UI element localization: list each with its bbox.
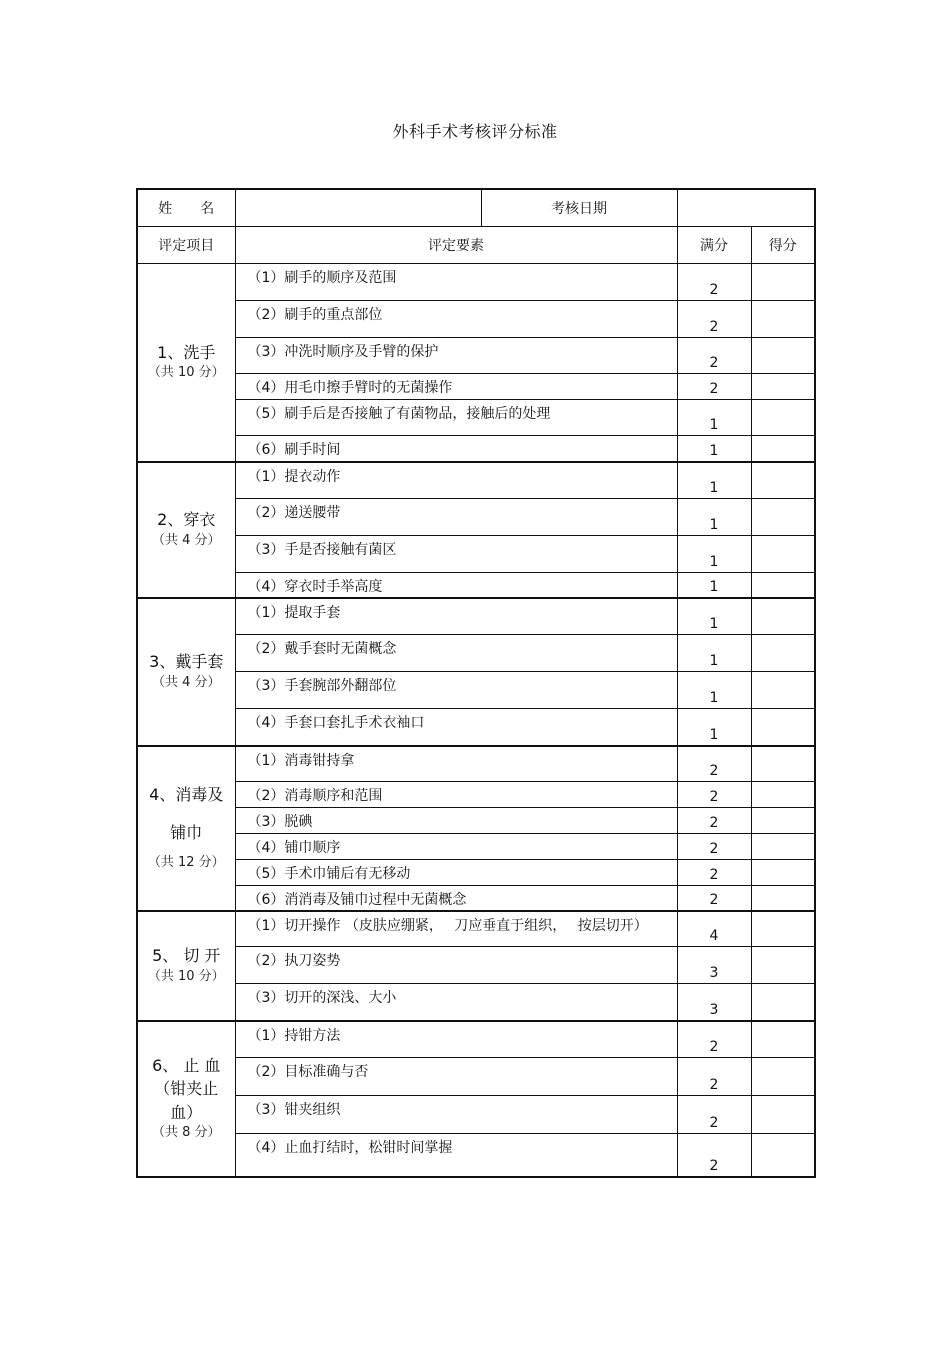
category-cell xyxy=(137,598,235,746)
category-name: （钳夹止 xyxy=(154,1079,219,1099)
full-score-value: 2 xyxy=(677,860,751,886)
obtained-score-field[interactable] xyxy=(751,746,815,782)
category-total: （共 10 分） xyxy=(147,968,225,984)
full-score-value: 2 xyxy=(677,374,751,400)
obtained-score-field[interactable] xyxy=(751,536,815,573)
obtained-score-field[interactable] xyxy=(751,834,815,860)
obtained-score-field[interactable] xyxy=(751,264,815,301)
criterion-text: （2）刷手的重点部位 xyxy=(235,301,677,338)
score-header: 得分 xyxy=(751,227,815,264)
elements-header: 评定要素 xyxy=(235,227,677,264)
criterion-text: （4）穿衣时手举高度 xyxy=(235,573,677,598)
criterion-text: （3）脱碘 xyxy=(235,808,677,834)
full-score-value: 4 xyxy=(677,911,751,947)
full-score-value: 2 xyxy=(677,1021,751,1058)
full-score-value: 2 xyxy=(677,886,751,911)
criterion-text: （2）消毒顺序和范围 xyxy=(235,782,677,808)
criterion-text: （3）手是否接触有菌区 xyxy=(235,536,677,573)
obtained-score-field[interactable] xyxy=(751,499,815,536)
criterion-text: （4）手套口套扎手术衣袖口 xyxy=(235,709,677,746)
full-score-value: 2 xyxy=(677,264,751,301)
obtained-score-field[interactable] xyxy=(751,860,815,886)
criterion-text: （1）消毒钳持拿 xyxy=(235,746,677,782)
criterion-text: （1）提取手套 xyxy=(235,598,677,635)
full-score-value: 3 xyxy=(677,947,751,984)
full-score-value: 1 xyxy=(677,400,751,436)
date-field[interactable] xyxy=(677,189,815,227)
full-score-value: 2 xyxy=(677,746,751,782)
criterion-text: （5）刷手后是否接触了有菌物品，接触后的处理 xyxy=(235,400,677,436)
obtained-score-field[interactable] xyxy=(751,672,815,709)
full-score-value: 2 xyxy=(677,1134,751,1177)
criterion-text: （2）执刀姿势 xyxy=(235,947,677,984)
full-score-value: 2 xyxy=(677,1096,751,1134)
full-score-value: 1 xyxy=(677,598,751,635)
full-score-value: 2 xyxy=(677,834,751,860)
obtained-score-field[interactable] xyxy=(751,573,815,598)
obtained-score-field[interactable] xyxy=(751,598,815,635)
full-score-value: 2 xyxy=(677,301,751,338)
item-header: 评定项目 xyxy=(137,227,235,264)
category-total: （共 4 分） xyxy=(151,532,221,548)
criterion-text: （1）持钳方法 xyxy=(235,1021,677,1058)
obtained-score-field[interactable] xyxy=(751,984,815,1021)
full-score-value: 2 xyxy=(677,1058,751,1096)
full-score-value: 2 xyxy=(677,782,751,808)
category-name: 4、消毒及 xyxy=(149,785,224,805)
obtained-score-field[interactable] xyxy=(751,808,815,834)
criterion-text: （2）目标准确与否 xyxy=(235,1058,677,1096)
obtained-score-field[interactable] xyxy=(751,301,815,338)
category-total: （共 10 分） xyxy=(147,365,225,381)
full-score-value: 1 xyxy=(677,709,751,746)
full-score-value: 1 xyxy=(677,672,751,709)
full-score-value: 1 xyxy=(677,536,751,573)
obtained-score-field[interactable] xyxy=(751,1096,815,1134)
criterion-text: （5）手术巾铺后有无移动 xyxy=(235,860,677,886)
obtained-score-field[interactable] xyxy=(751,1021,815,1058)
full-score-value: 2 xyxy=(677,808,751,834)
obtained-score-field[interactable] xyxy=(751,709,815,746)
criterion-text: （3）切开的深浅、大小 xyxy=(235,984,677,1021)
obtained-score-field[interactable] xyxy=(751,1134,815,1177)
category-cell xyxy=(137,264,235,462)
criterion-text: （6）消消毒及铺巾过程中无菌概念 xyxy=(235,886,677,911)
category-cell xyxy=(137,1021,235,1177)
date-label: 考核日期 xyxy=(481,189,677,227)
obtained-score-field[interactable] xyxy=(751,462,815,499)
category-name: 2、穿衣 xyxy=(157,510,216,530)
name-label: 姓 名 xyxy=(137,189,235,227)
category-cell xyxy=(137,746,235,911)
category-total: （共 12 分） xyxy=(147,854,225,870)
criterion-text: （2）戴手套时无菌概念 xyxy=(235,635,677,672)
category-cell xyxy=(137,462,235,598)
criterion-text: （4）用毛巾擦手臂时的无菌操作 xyxy=(235,374,677,400)
full-score-value: 1 xyxy=(677,573,751,598)
full-score-header: 满分 xyxy=(677,227,751,264)
category-name: 1、洗手 xyxy=(157,343,216,363)
obtained-score-field[interactable] xyxy=(751,338,815,374)
criterion-text: （1）刷手的顺序及范围 xyxy=(235,264,677,301)
document-title: 外科手术考核评分标准 xyxy=(392,122,558,141)
full-score-value: 1 xyxy=(677,499,751,536)
category-cell xyxy=(137,911,235,1021)
obtained-score-field[interactable] xyxy=(751,1058,815,1096)
obtained-score-field[interactable] xyxy=(751,886,815,911)
criterion-text: （4）止血打结时，松钳时间掌握 xyxy=(235,1134,677,1177)
category-name: 铺巾 xyxy=(170,822,203,842)
obtained-score-field[interactable] xyxy=(751,400,815,436)
obtained-score-field[interactable] xyxy=(751,374,815,400)
category-total: （共 4 分） xyxy=(151,674,221,690)
name-field[interactable] xyxy=(235,189,481,227)
criterion-text: （1）提衣动作 xyxy=(235,462,677,499)
category-name: 血） xyxy=(170,1102,203,1122)
obtained-score-field[interactable] xyxy=(751,947,815,984)
criterion-text: （6）刷手时间 xyxy=(235,436,677,462)
criterion-text: （3）手套腕部外翻部位 xyxy=(235,672,677,709)
category-name: 6、 止 血 xyxy=(152,1056,221,1076)
category-total: （共 8 分） xyxy=(151,1124,221,1140)
obtained-score-field[interactable] xyxy=(751,436,815,462)
criterion-text: （4）铺巾顺序 xyxy=(235,834,677,860)
full-score-value: 2 xyxy=(677,338,751,374)
criterion-text: （1）切开操作 （皮肤应绷紧， 刀应垂直于组织， 按层切开） xyxy=(235,911,677,947)
category-name: 3、戴手套 xyxy=(149,652,224,672)
full-score-value: 1 xyxy=(677,635,751,672)
criterion-text: （3）钳夹组织 xyxy=(235,1096,677,1134)
full-score-value: 1 xyxy=(677,436,751,462)
full-score-value: 1 xyxy=(677,462,751,499)
obtained-score-field[interactable] xyxy=(751,782,815,808)
obtained-score-field[interactable] xyxy=(751,911,815,947)
obtained-score-field[interactable] xyxy=(751,635,815,672)
criterion-text: （2）递送腰带 xyxy=(235,499,677,536)
full-score-value: 3 xyxy=(677,984,751,1021)
category-name: 5、 切 开 xyxy=(152,946,221,966)
score-table xyxy=(136,188,816,1178)
criterion-text: （3）冲洗时顺序及手臂的保护 xyxy=(235,338,677,374)
